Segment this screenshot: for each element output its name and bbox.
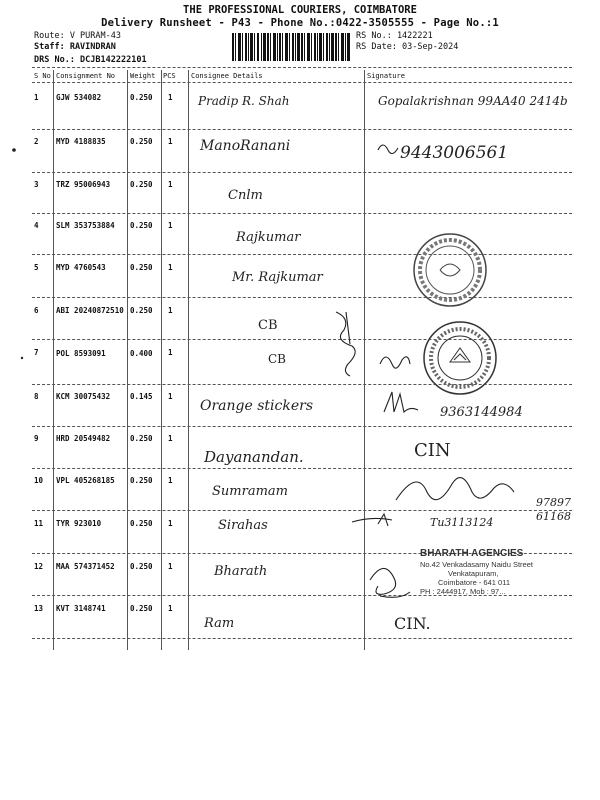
row-weight: 0.250	[130, 562, 153, 571]
row-pcs: 1	[168, 348, 173, 357]
row-pcs: 1	[168, 263, 173, 272]
company-round-stamp	[410, 230, 490, 310]
row-sno: 4	[34, 221, 39, 230]
consignee-handwriting: Bharath	[214, 564, 268, 579]
row-consignment-no: VPL 405268185	[56, 476, 115, 485]
row-sno: 11	[34, 519, 44, 528]
runsheet-subtitle: Delivery Runsheet - P43 - Phone No.:0422-3505555 - Page No.:1	[101, 17, 499, 29]
row-consignment-no: KCM 30075432	[56, 392, 111, 401]
row-consignment-no: MYD 4760543	[56, 263, 106, 272]
consignee-handwriting: Orange stickers	[200, 398, 314, 414]
rs-number: RS No.: 1422221	[356, 31, 433, 41]
row-sno: 2	[34, 137, 39, 146]
row-weight: 0.250	[130, 221, 153, 230]
row-pcs: 1	[168, 604, 173, 613]
runsheet-title: THE PROFESSIONAL COURIERS, COIMBATORE	[183, 4, 417, 16]
row-pcs: 1	[168, 180, 173, 189]
row-sno: 1	[34, 93, 39, 102]
row-weight: 0.250	[130, 263, 153, 272]
agency-stamp-line: Coimbatore - 641 011	[438, 578, 510, 587]
row-weight: 0.250	[130, 604, 153, 613]
row-weight: 0.250	[130, 434, 153, 443]
row-consignment-no: GJW 534082	[56, 93, 102, 102]
row-weight: 0.400	[130, 349, 153, 358]
signature-handwriting: Gopalakrishnan 99AA40 2414b	[378, 94, 568, 108]
consignee-handwriting: ManoRanani	[200, 138, 291, 154]
signature-handwriting: Tu3113124	[430, 516, 494, 529]
signature-handwriting: 9443006561	[400, 143, 509, 163]
drs-label: DRS No.: DCJB142222101	[34, 55, 147, 65]
signature-handwriting: CIN	[414, 440, 451, 461]
row-weight: 0.250	[130, 476, 153, 485]
signature-handwriting: 9363144984	[440, 405, 523, 420]
agency-stamp-name: BHARATH AGENCIES	[420, 548, 524, 559]
row-consignment-no: MYD 4188835	[56, 137, 106, 146]
row-consignment-no: ABI 20240872510	[56, 306, 124, 315]
signature-handwriting: CIN.	[394, 614, 431, 633]
row-sno: 12	[34, 562, 44, 571]
row-sno: 3	[34, 180, 39, 189]
row-sno: 7	[34, 348, 39, 357]
consignee-handwriting: Sumramam	[212, 484, 288, 499]
agency-stamp	[420, 548, 560, 596]
row-sno: 8	[34, 392, 39, 401]
row-sno: 13	[34, 604, 44, 613]
signature-handwriting: 97897 61168	[536, 496, 571, 523]
row-pcs: 1	[168, 562, 173, 571]
row-weight: 0.250	[130, 306, 153, 315]
consignee-handwriting: Pradip R. Shah	[198, 94, 290, 108]
row-consignment-no: MAA 574371452	[56, 562, 115, 571]
route-label: Route: V PURAM-43	[34, 31, 121, 41]
consignee-handwriting: CB	[258, 318, 278, 333]
row-sno: 9	[34, 434, 39, 443]
row-pcs: 1	[168, 392, 173, 401]
row-weight: 0.145	[130, 392, 153, 401]
agency-stamp-line: PH : 2444917, Mob : 97...	[420, 587, 506, 596]
row-pcs: 1	[168, 221, 173, 230]
row-consignment-no: POL 8593091	[56, 349, 106, 358]
row-consignment-no: SLM 353753884	[56, 221, 115, 230]
row-weight: 0.250	[130, 180, 153, 189]
row-pcs: 1	[168, 306, 173, 315]
row-sno: 10	[34, 476, 44, 485]
row-pcs: 1	[168, 93, 173, 102]
agency-stamp-line: No.42 Venkadasamy Naidu Street	[420, 560, 533, 569]
row-sno: 6	[34, 306, 39, 315]
consignee-handwriting: Rajkumar	[236, 230, 301, 245]
column-header-consignee: Consignee Details	[191, 72, 263, 80]
row-weight: 0.250	[130, 137, 153, 146]
agency-stamp-line: Venkatapuram,	[448, 569, 499, 578]
column-header-weight: Weight	[130, 72, 156, 80]
consignee-handwriting: Dayanandan.	[204, 448, 304, 466]
consignee-handwriting: Cnlm	[228, 188, 263, 203]
row-pcs: 1	[168, 519, 173, 528]
column-header-pcs: PCS	[163, 72, 176, 80]
consignee-handwriting: Sirahas	[218, 518, 268, 533]
row-pcs: 1	[168, 476, 173, 485]
consignee-handwriting: Mr. Rajkumar	[232, 270, 323, 285]
row-sno: 5	[34, 263, 39, 272]
staff-label: Staff: RAVINDRAN	[34, 42, 116, 52]
row-weight: 0.250	[130, 93, 153, 102]
row-consignment-no: TYR 923010	[56, 519, 102, 528]
column-header-sno: S No	[34, 72, 51, 80]
row-pcs: 1	[168, 434, 173, 443]
rs-date: RS Date: 03-Sep-2024	[356, 42, 459, 52]
column-header-signature: Signature	[367, 72, 405, 80]
bank-round-stamp	[420, 318, 500, 398]
column-header-consignment: Consignment No	[56, 72, 116, 80]
consignee-handwriting: CB	[268, 352, 286, 366]
row-consignment-no: KVT 3148741	[56, 604, 106, 613]
row-consignment-no: TRZ 95006943	[56, 180, 111, 189]
row-consignment-no: HRD 20549482	[56, 434, 111, 443]
row-pcs: 1	[168, 137, 173, 146]
consignee-handwriting: Ram	[204, 616, 235, 631]
row-weight: 0.250	[130, 519, 153, 528]
